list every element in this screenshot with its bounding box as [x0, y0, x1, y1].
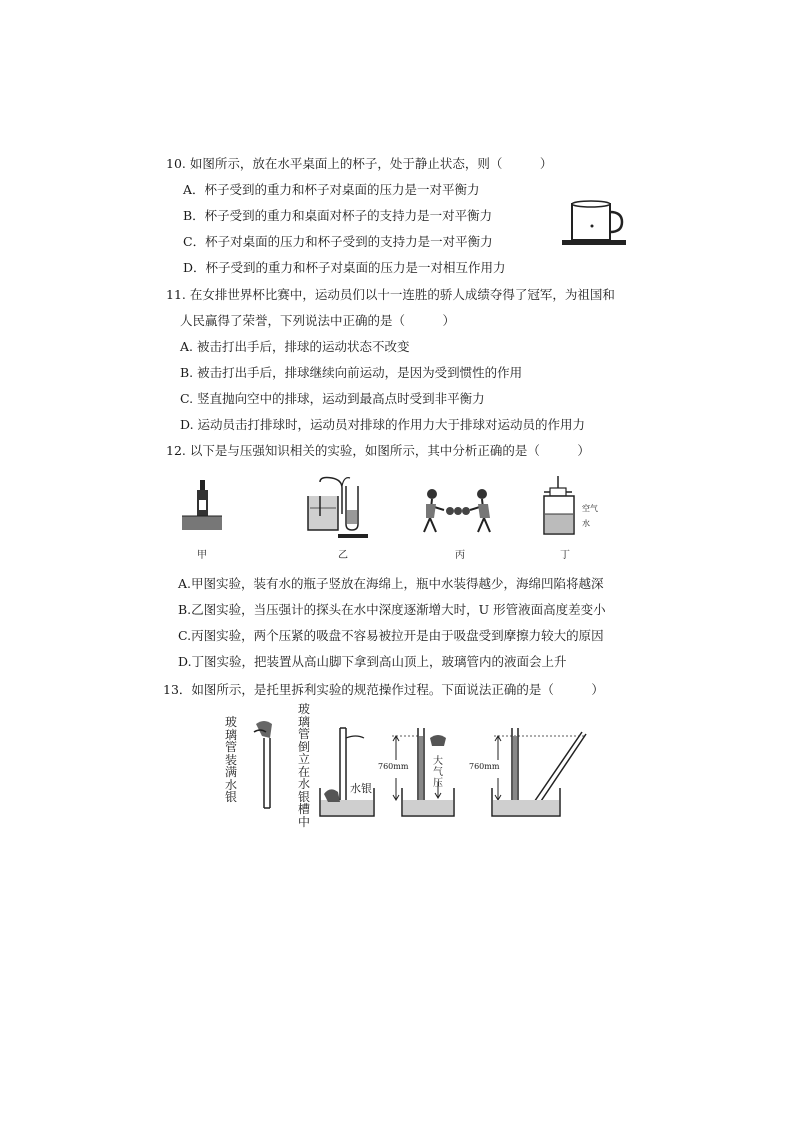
- vertical-label-fill-mercury: 玻璃管装满水银: [224, 715, 237, 804]
- q10-option-b[interactable]: B．杯子受到的重力和桌面对杯子的支持力是一对平衡力: [183, 208, 493, 223]
- q12-option-d[interactable]: D.丁图实验，把装置从高山脚下拿到高山顶上，玻璃管内的液面会上升: [178, 654, 567, 669]
- caption-ding: 丁: [560, 550, 570, 561]
- q12-option-b[interactable]: B.乙图实验，当压强计的探头在水中深度逐渐增大时，U 形管液面高度差变小: [178, 602, 606, 617]
- bottle-on-sponge-figure: [180, 478, 226, 534]
- label-760mm-left: 760mm: [378, 762, 409, 771]
- caption-bing: 丙: [455, 550, 465, 561]
- q10-option-a[interactable]: A．杯子受到的重力和杯子对桌面的压力是一对平衡力: [183, 182, 480, 197]
- u-tube-pressure-gauge-figure: [298, 474, 378, 544]
- cup-on-table-figure: [560, 196, 630, 248]
- tube-filling-figure: [250, 718, 280, 810]
- q12-stem: 12. 以下是与压强知识相关的实验，如图所示，其中分析正确的是（ ）: [166, 443, 590, 458]
- tube-760mm-atmospheric-figure: [388, 728, 460, 820]
- q11-option-a[interactable]: A. 被击打出手后，排球的运动状态不改变: [180, 339, 410, 354]
- label-760mm-right: 760mm: [469, 762, 500, 771]
- label-mercury: 水银: [350, 782, 372, 795]
- caption-jia: 甲: [197, 550, 207, 561]
- q11-option-d[interactable]: D. 运动员击打排球时，运动员对排球的作用力大于排球对运动员的作用力: [180, 417, 586, 432]
- kids-pulling-suction-cups-figure: [418, 484, 496, 540]
- q10-option-d[interactable]: D．杯子受到的重力和杯子对桌面的压力是一对相互作用力: [183, 260, 506, 275]
- q12-option-a[interactable]: A.甲图实验，装有水的瓶子竖放在海绵上，瓶中水装得越少，海绵凹陷将越深: [178, 576, 604, 591]
- q11-stem-line1: 11. 在女排世界杯比赛中，运动员们以十一连胜的骄人成绩夺得了冠军，为祖国和: [166, 287, 615, 302]
- q10-option-c[interactable]: C．杯子对桌面的压力和杯子受到的支持力是一对平衡力: [183, 234, 493, 249]
- vertical-label-invert-tube: 玻璃管倒立在水银槽中: [297, 702, 310, 829]
- label-air: 空气: [582, 504, 598, 513]
- q11-option-b[interactable]: B. 被击打出手后，排球继续向前运动，是因为受到惯性的作用: [180, 365, 523, 380]
- q13-stem: 13．如图所示，是托里拆利实验的规范操作过程。下面说法正确的是（ ）: [163, 682, 604, 697]
- q11-option-c[interactable]: C. 竖直抛向空中的排球，运动到最高点时受到非平衡力: [180, 391, 485, 406]
- caption-yi: 乙: [338, 550, 348, 561]
- q10-stem: 10. 如图所示，放在水平桌面上的杯子，处于静止状态，则（ ）: [166, 156, 553, 171]
- label-water: 水: [582, 519, 590, 528]
- tubes-vertical-and-tilted-figure: [484, 728, 594, 820]
- label-atmospheric-pressure: 大气压: [433, 756, 443, 789]
- tube-inverted-in-trough-figure: [316, 728, 378, 820]
- q12-option-c[interactable]: C.丙图实验，两个压紧的吸盘不容易被拉开是由于吸盘受到摩擦力较大的原因: [178, 628, 604, 643]
- q11-stem-line2: 人民赢得了荣誉，下列说法中正确的是（ ）: [180, 313, 456, 328]
